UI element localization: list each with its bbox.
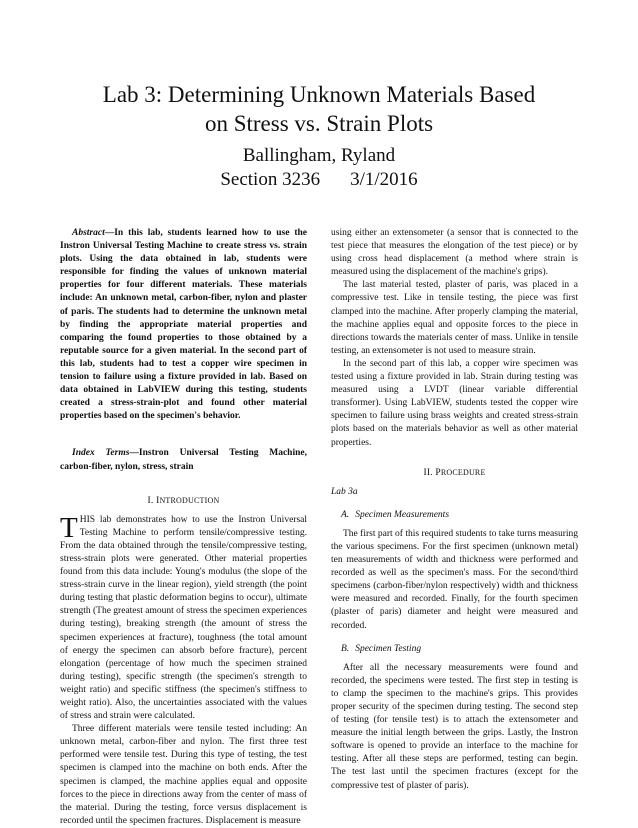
section-number: Section 3236 <box>220 169 321 190</box>
paper-title <box>0 80 638 138</box>
subsection-num: A. <box>341 509 350 520</box>
drop-cap: T <box>60 511 78 544</box>
subsection-heading-b <box>341 643 578 656</box>
author-name: Ballingham, Ryland <box>242 145 396 166</box>
procedure-paragraph-a: The first part of this required students to take turns measuring the various specimens. For the first specimen (unknown metal) ten measurements of width and thickness were performed and recorded as well as the specimen's mass. For the second/third specimens (carbon-fiber/nylon respectively) width and thickness were measured and recorded. Finally, for the fourth specimen (plaster of paris) diameter and height were measured and recorded. <box>331 528 578 631</box>
abstract <box>60 227 307 423</box>
subsection-title: Specimen Testing <box>355 643 422 654</box>
right-column <box>331 227 578 793</box>
section-heading-procedure <box>331 466 578 480</box>
subsection-title: Specimen Measurements <box>355 509 450 520</box>
subsection-num: B. <box>341 643 350 654</box>
section-date-line <box>0 168 638 192</box>
title-line-2: on Stress vs. Strain Plots <box>204 111 434 136</box>
heading-cap: P <box>435 467 441 478</box>
abstract-body: —In this lab, students learned how to use the Instron Universal Testing Machine to create stress vs. strain plots. Using the data obtained in lab, students were responsible for finding the values of unknown material properties for four different materials. These materials include: An unknown metal, carbon-fiber, nylon and plaster of paris. The students had to determine the unknown metal by finding the appropriate material properties and comparing the found properties to those obtained by a reputable source for a given material. In the second part of this lab, students had to test a copper wire specimen in tension to failure using a fixture provided in lab. Based on data obtained in LabVIEW during this testing, students created a stress-strain-plot and found other material properties based on the specimen's behavior. <box>60 228 307 422</box>
subsection-heading-a <box>341 509 578 522</box>
report-date: 3/1/2016 <box>350 169 418 190</box>
intro-paragraph-4: The last material tested, plaster of paris, was placed in a compressive test. Like in tensile testing, the piece was first clamped into the machine. After properly clamping the material, the machine applies equal and opposite forces to the piece in directions towards the materials center of mass. Unlike in tensile testing, an extensometer is not used to measure strain. <box>331 280 578 356</box>
intro-paragraph-1 <box>60 511 307 724</box>
abstract-lead: Abstract <box>72 228 105 238</box>
paper-header <box>0 80 638 192</box>
index-terms-body: —Instron Universal Testing Machine, carbon-fiber, nylon, stress, strain <box>60 448 307 472</box>
section-heading-introduction <box>60 494 307 508</box>
heading-cap: I <box>156 495 160 506</box>
intro-paragraph-3: using either an extensometer (a sensor that is connected to the test piece that measures the elongation of the test piece) or by using cross head displacement (a method where strain is measured using the displacement of the machine's grips). <box>331 228 578 278</box>
intro-paragraph-2: Three different materials were tensile tested including: An unknown metal, carbon-fiber and nylon. The first three test performed were tensile test. During this type of testing, the test specimen is clamped into the machine on both ends. After the specimen is clamped, the machine applies equal and opposite forces to the piece in directions away from the center of mass of the material. During the testing, force versus displacement is recorded until the specimen fractures. Displacement is measure <box>60 724 307 826</box>
procedure-paragraph-b: After all the necessary measurements were found and recorded, the specimens were tested. The first step in testing is to clamp the specimen to the machine's grips. This provides proper security of the specimen during testing. The second step of testing (for tensile test) is to attach the extensometer and measure the initial length between the grips. Lastly, the Instron software is opened to provide an interface to the machine for testing. After all these steps are performed, testing can begin. The test last until the specimen fractures (except for the compressive test of plaster of paris). <box>331 662 578 791</box>
left-column <box>60 227 307 828</box>
heading-rest: ROCEDURE <box>440 467 486 477</box>
lab-label: Lab 3a <box>331 486 358 497</box>
index-terms-lead: Index Terms <box>72 448 130 459</box>
intro-paragraph-5: In the second part of this lab, a copper wire specimen was tested using a fixture provided in lab. Strain during testing was measured using a LVDT (linear variable differential transformer). Using LabVIEW, students tested the copper wire specimen to failure using brass weights and created stress-strain plots based on the materials behavior as well as other material properties. <box>331 358 578 448</box>
section-num: II. <box>423 467 433 478</box>
section-num: I. <box>147 495 154 506</box>
intro-p1-text: HIS lab demonstrates how to use the Instron Universal Testing Machine to perform tensile/compressive testing. From the data obtained through the tensile/compressive testing, stress-strain plots were generated. Other material properties found from this data include: Young's modulus (the slope of the stress-strain curve in the linear region), yield strength (the point during testing that plastic deformation begins to occur), ultimate strength (The greatest amount of stress the specimen experiences during testing), breaking strength (the amount of stress the specimen experiences at fracture), toughness (the total amount of energy the specimen can absorb before fracture), percent elongation (percentage of how much the specimen strained during testing), specific strength (the specimen's strength to weight ratio) and specific stiffness (the specimen's stiffness to weight ratio). Also, the uncertainties associated with the values of stress and strain were calculated. <box>60 514 307 722</box>
index-terms <box>60 447 307 473</box>
title-line-1: Lab 3: Determining Unknown Materials Based <box>102 82 536 107</box>
heading-rest: NTRODUCTION <box>159 495 220 505</box>
